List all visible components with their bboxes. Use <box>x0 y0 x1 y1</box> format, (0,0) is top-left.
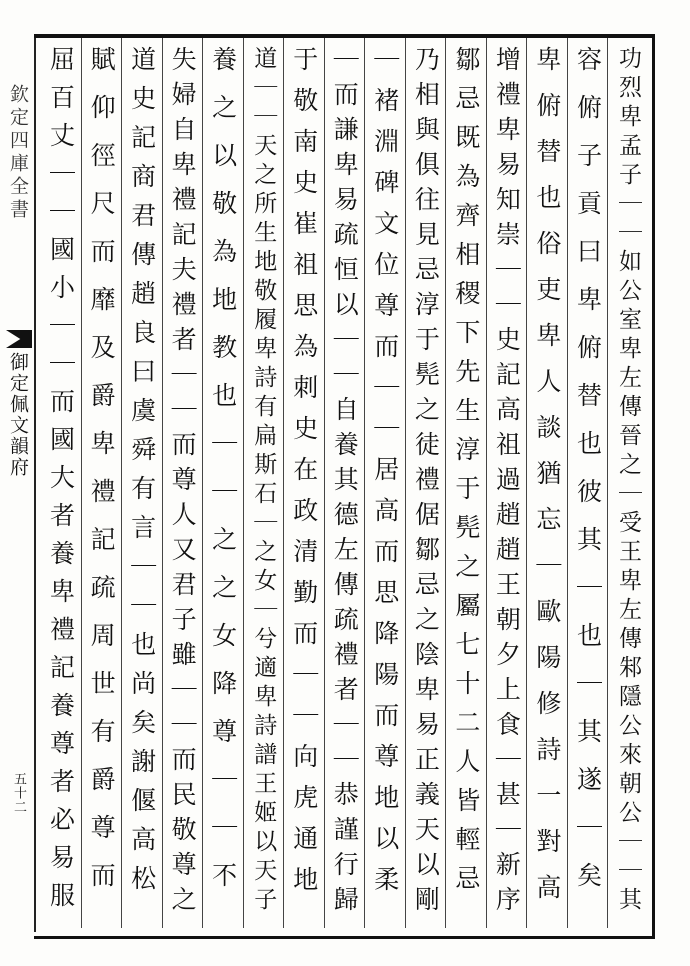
column-rule <box>567 38 568 928</box>
fish-tail-mark-icon <box>6 330 32 348</box>
gutter-page-number: 五十二 <box>11 772 26 814</box>
column-rule <box>526 38 527 928</box>
column-rule <box>202 38 203 928</box>
text-column <box>202 46 243 924</box>
column-text: 賦仰徑尺而靡及爵卑禮記疏周世有爵尊而 <box>87 46 117 910</box>
text-column <box>324 46 365 924</box>
column-text: 鄒忌既為齊相稷下先生淳于髡之屬七十二人皆輕忌 <box>451 46 481 904</box>
text-column <box>445 46 486 924</box>
column-rule <box>364 38 365 928</box>
column-text: 道史記商君傳趙良曰虞舜有言｜｜也尚矣謝偃高松 <box>127 46 157 904</box>
text-column <box>81 46 122 924</box>
page-gutter <box>0 34 34 932</box>
column-text: 乃相與俱往見忌淳于髡之徒禮倨鄒忌之陰卑易正義天以剛 <box>411 46 441 921</box>
column-text: ｜而謙卑易疏恒以｜｜自養其德左傳疏禮者｜｜恭謹行歸 <box>330 46 360 921</box>
text-column <box>364 46 405 924</box>
text-column <box>283 46 324 924</box>
text-column <box>526 46 567 924</box>
gutter-library-title: 欽定四庫全書 <box>7 84 29 222</box>
column-text: 養之以敬為地教也｜｜之之女降尊｜｜不 <box>208 46 238 910</box>
text-column <box>567 46 608 924</box>
column-text: ｜褚淵碑文位尊而｜｜居高而思降陽而尊地以柔 <box>370 46 400 907</box>
column-rule <box>283 38 284 928</box>
column-rule <box>81 38 82 928</box>
column-rule <box>324 38 325 928</box>
column-text: 失婦自卑禮記夫禮者｜｜而尊人又君子雖｜｜而民敬尊之 <box>168 46 198 921</box>
column-text: 道｜｜天之所生地敬履卑詩有扁斯石｜之女｜兮適卑詩譜王姬以天子 <box>250 46 277 916</box>
text-column <box>40 46 81 924</box>
column-text: 屈百丈｜｜國小｜｜而國大者養卑禮記養尊者必易服 <box>46 46 76 920</box>
text-column <box>243 46 284 924</box>
column-rule <box>162 38 163 928</box>
column-text: 卑俯替也俗吏卑人談猶忘｜歐陽修詩一對高 <box>532 46 562 920</box>
column-text: 于敬南史崔祖思為刺史在政清勤而｜｜向虎通地 <box>289 46 319 907</box>
text-column <box>405 46 446 924</box>
column-rule <box>405 38 406 928</box>
text-column <box>486 46 527 924</box>
text-column <box>121 46 162 924</box>
column-rule <box>445 38 446 928</box>
column-text: 容俯子貢曰卑俯替也彼其｜也｜其遂｜矣 <box>573 46 603 910</box>
column-rule <box>607 38 608 928</box>
column-rule <box>243 38 244 928</box>
column-text: 功烈卑孟子｜｜如公室卑左傳晉之｜受王卑左傳邾隱公來朝公｜｜其 <box>614 46 641 916</box>
text-column <box>162 46 203 924</box>
text-column <box>607 46 648 924</box>
column-rule <box>486 38 487 928</box>
column-rule <box>121 38 122 928</box>
column-text: 增禮卑易知崇｜｜史記高祖過趙趙王朝夕上食｜甚｜新序 <box>492 46 522 921</box>
gutter-book-title: 御定佩文韻府 <box>7 352 29 478</box>
